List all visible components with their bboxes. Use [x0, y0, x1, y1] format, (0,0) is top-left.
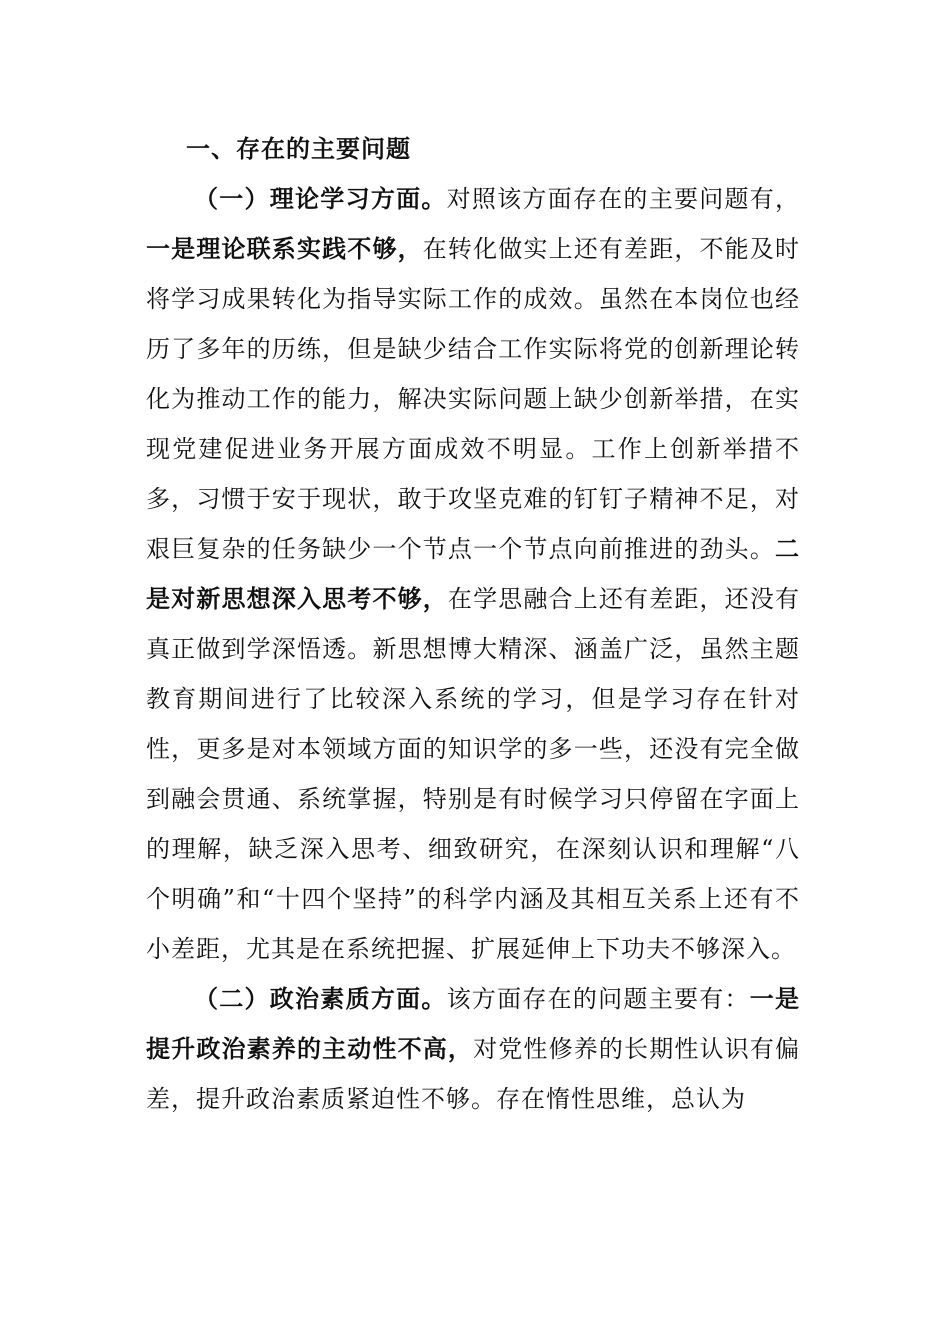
section-heading: 一、存在的主要问题: [186, 134, 411, 163]
point-title: 一是提升政治素养的主动性不高，: [146, 984, 801, 1063]
paragraph-political-quality: [146, 974, 800, 1124]
point-title: 一是理论联系实践不够，: [146, 234, 423, 263]
subheading-theory-study: （一）理论学习方面。: [194, 184, 447, 213]
subheading-political-quality: （二）政治素质方面。: [194, 984, 447, 1013]
paragraph-intro: 该方面存在的问题主要有：: [446, 985, 750, 1013]
paragraph-theory-study: [146, 174, 800, 974]
point-body: 对党性修养的长期性认识有偏差，提升政治素质紧迫性不够。存在惰性思维，总认为: [146, 1035, 801, 1113]
point-title: 二是对新思想深入思考不够，: [146, 534, 800, 613]
paragraph-intro: 对照该方面存在的主要问题有，: [446, 185, 800, 213]
point-body: 在转化做实上还有差距，不能及时将学习成果转化为指导实际工作的成效。虽然在本岗位也经历了多年的历练，但是缺少结合工作实际将党的创新理论转化为推动工作的能力，解决实际问题上缺少创新举措，在实现党建促进业务开展方面成效不明显。工作上创新举措不多，习惯于安于现状，敢于攻坚克难的钉钉子精神不足，对艰巨复杂的任务缺少一个节点一个节点向前推进的劲头。: [146, 235, 801, 563]
point-body: 在学思融合上还有差距，还没有真正做到学深悟透。新思想博大精深、涵盖广泛，虽然主题教育期间进行了比较深入系统的学习，但是学习存在针对性，更多是对本领域方面的知识学的多一些，还没有完全做到融会贯通、系统掌握，特别是有时候学习只停留在字面上的理解，缺乏深入思考、细致研究，在深刻认识和理解“八个明确”和“十四个坚持”的科学内涵及其相互关系上还有不小差距，尤其是在系统把握、扩展延伸上下功夫不够深入。: [146, 585, 801, 963]
